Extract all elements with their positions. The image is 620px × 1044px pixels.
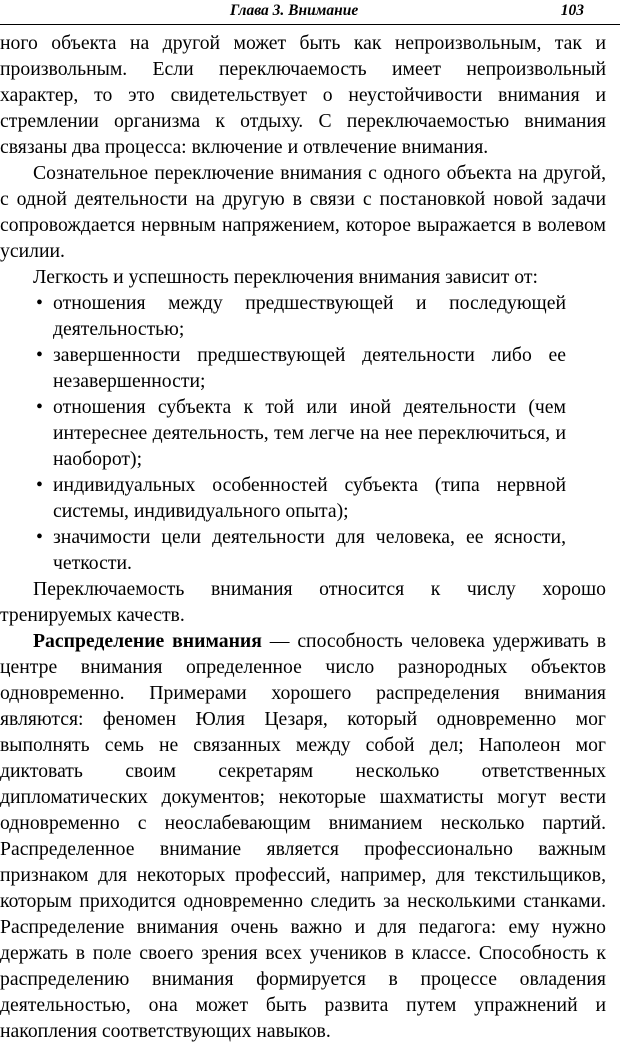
paragraph-continuation: ного объекта на другой может быть как непроизвольным, так и произвольным. Если переключаемость имеет непроизвольный характер, то это свидетельствует о неустойчивости внимания и стремлении организма к отдыху. С переключаемостью внимания связаны два процесса: включение и отвлечение внимания. [0,32,606,158]
header-rule [0,24,620,25]
list-item-text: индивидуальных особенностей субъекта (типа нервной системы, индивидуального опыта); [53,474,566,522]
chapter-title: Глава 3. Внимание [230,2,359,19]
bullet-icon: • [36,526,43,548]
list-item-text: значимости цели деятельности для человека, ее ясности, четкости. [53,526,566,574]
list-item [0,524,566,576]
list-item [0,290,566,342]
distribution-definition: — способность человека удерживать в центре внимания определенное число разнородных объектов одновременно. Примерами хорошего распределения внимания являются: феномен Юлия Цезаря, который одновременно мог выполнять семь не связанных между собой дел; Наполеон мог диктовать своим секретарям несколько ответственных дипломатических документов; некоторые шахматисты могут вести одновременно с неослабевающим вниманием несколько партий. Распределенное внимание является профессионально важным признаком для некоторых профессий, например, для текстильщиков, которым приходится одновременно следить за несколькими станками. Распределение внимания очень важно и для педагога: ему нужно держать в поле своего зрения всех учеников в классе. Способность к распределению внимания формируется в процессе овладения деятельностью, она может быть развита путем упражнений и накопления соответствующих навыков. [0,630,606,1042]
list-item-text: отношения между предшествующей и последующей деятельностью; [53,292,566,340]
paragraph-conscious-switching: Сознательное переключение внимания с одного объекта на другой, с одной деятельности на другую в связи с постановкой новой задачи сопровождается нервным напряжением, которое выражается в волевом усилии. [0,162,606,262]
bullet-icon: • [36,396,43,418]
list-item [0,472,566,524]
paragraph-distribution [0,628,606,1044]
paragraph-trainability: Переключаемость внимания относится к числу хорошо тренируемых качеств. [0,578,606,626]
list-item-text: отношения субъекта к той или иной деятельности (чем интереснее деятельность, тем легче на нее переключиться, и наоборот); [53,396,566,470]
term-distribution: Распределение внимания [33,630,262,652]
list-item [0,394,566,472]
bullet-icon: • [36,292,43,314]
bullet-icon: • [36,344,43,366]
list-item-text: завершенности предшествующей деятельности либо ее незавершенности; [53,344,566,392]
paragraph-list-intro: Легкость и успешность переключения внимания зависит от: [33,266,538,288]
page-number: 103 [560,2,584,19]
factors-list [0,290,606,576]
list-item [0,342,566,394]
bullet-icon: • [36,474,43,496]
page-header [0,0,620,28]
body-text [0,30,606,1044]
